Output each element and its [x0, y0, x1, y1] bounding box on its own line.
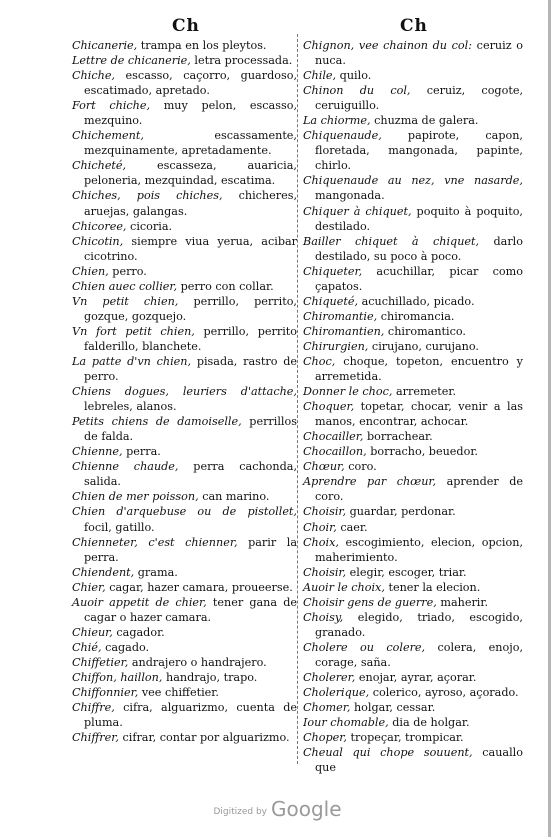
entry-headword: Aprendre par chœur,: [303, 475, 437, 489]
dictionary-entry: [303, 444, 523, 459]
entry-headword: Chien,: [72, 264, 109, 278]
entry-headword: Cholerer,: [303, 670, 356, 684]
entry-definition: escogimiento, elecion, opcion, maherimiento.: [315, 535, 523, 564]
entry-headword: Chiquer à chiquet,: [303, 204, 412, 218]
entry-definition: elegir, escoger, triar.: [346, 565, 467, 579]
entry-definition: cifra, alguarizmo, cuenta de pluma.: [84, 701, 297, 730]
running-head-left: Ch: [172, 16, 200, 36]
google-logo: Google: [271, 797, 342, 821]
entry-headword: La chiorme,: [303, 114, 371, 128]
dictionary-entry: [72, 580, 297, 595]
dictionary-entry: [72, 414, 297, 444]
entry-headword: Chiqueté,: [303, 294, 359, 308]
entry-definition: siempre viua yerua, acibar cicotrino.: [84, 234, 297, 263]
dictionary-entry: [72, 219, 297, 234]
dictionary-entry: [303, 685, 523, 700]
dictionary-entry: [303, 113, 523, 128]
dictionary-entry: [303, 565, 523, 580]
entry-definition: darlo destilado, su poco à poco.: [315, 234, 523, 263]
entry-definition: grama.: [134, 565, 178, 579]
entry-headword: Bailler chiquet à chiquet,: [303, 234, 480, 248]
entry-headword: Chiromantie,: [303, 309, 378, 323]
entry-headword: Chiffon, haillon,: [72, 670, 163, 684]
entry-definition: enojar, ayrar, açorar.: [355, 670, 477, 684]
entry-definition: pisada, rastro de perro.: [84, 354, 298, 384]
entry-headword: Chiens dogues, leuriers d'attache,: [72, 385, 297, 399]
entry-definition: escassamente, mezquinamente, apretadamente.: [84, 129, 297, 158]
digitized-by-text: Digitized by: [213, 807, 268, 817]
entry-definition: chiromantico.: [384, 324, 466, 338]
dictionary-entry: [72, 158, 297, 188]
dictionary-entry: [303, 700, 523, 715]
dictionary-entry: [303, 474, 523, 504]
dictionary-entry: [303, 339, 523, 354]
dictionary-entry: [72, 38, 297, 53]
dictionary-entry: [72, 128, 297, 158]
entry-definition: caer.: [336, 520, 368, 534]
entry-headword: Chicoree,: [72, 219, 127, 233]
entry-headword: Chienne,: [72, 445, 123, 459]
entry-headword: Chinon du col,: [303, 84, 411, 98]
dictionary-entry: [303, 234, 523, 264]
entry-headword: Chieur,: [72, 625, 113, 639]
dictionary-entry: [72, 279, 297, 294]
entry-definition: cifrar, contar por alguarizmo.: [118, 731, 290, 745]
entry-headword: Chiromantien,: [303, 324, 385, 338]
entry-definition: ceruiz o nuca.: [315, 39, 523, 68]
dictionary-entry: [303, 580, 523, 595]
entry-definition: perra cachonda, salida.: [84, 460, 297, 489]
dictionary-entry: [303, 354, 523, 384]
entry-definition: cauallo que: [315, 746, 523, 775]
dictionary-entry: [303, 459, 523, 474]
entry-headword: Cholere ou colere,: [303, 640, 426, 654]
left-column: [72, 38, 297, 745]
entry-headword: Petits chiens de damoiselle,: [72, 415, 242, 429]
dictionary-entry: [72, 188, 297, 218]
entry-headword: Choisir,: [303, 505, 347, 519]
entry-headword: Chiquenaude au nez, vne nasarde,: [303, 174, 523, 188]
dictionary-entry: [303, 670, 523, 685]
entry-headword: Chicheté,: [72, 159, 127, 173]
entry-headword: Chœur,: [303, 460, 345, 474]
dictionary-entry: [303, 294, 523, 309]
entry-definition: perra.: [122, 445, 161, 459]
dictionary-entry: [72, 595, 297, 625]
entry-headword: Chien auec collier,: [72, 279, 178, 293]
entry-headword: Choc,: [303, 354, 336, 368]
entry-headword: Chocaillon,: [303, 445, 367, 459]
dictionary-entry: [72, 504, 297, 534]
entry-headword: Chichement,: [72, 129, 144, 143]
entry-definition: choque, topeton, encuentro y arremetida.: [315, 354, 523, 384]
dictionary-entry: [303, 429, 523, 444]
entry-headword: La patte d'vn chien,: [72, 354, 192, 368]
entry-headword: Chicanerie,: [72, 39, 138, 52]
entry-definition: trampa en los pleytos.: [137, 39, 267, 52]
entry-definition: borracho, beuedor.: [366, 445, 478, 459]
entry-definition: parir la perra.: [84, 535, 297, 564]
entry-definition: escasso, caçorro, guardoso, escatimado, apretado.: [84, 69, 297, 98]
entry-definition: chuzma de galera.: [370, 114, 479, 128]
entry-definition: maherir.: [436, 595, 489, 609]
entry-headword: Chier,: [72, 580, 106, 594]
entry-headword: Choper,: [303, 731, 347, 745]
entry-headword: Chiche,: [72, 69, 115, 83]
entry-headword: Lettre de chicanerie,: [72, 54, 191, 68]
entry-definition: coro.: [344, 460, 377, 474]
entry-definition: handrajo, trapo.: [162, 670, 258, 684]
dictionary-entry: [303, 309, 523, 324]
entry-definition: acuchillar, picar como çapatos.: [315, 264, 523, 293]
entry-headword: Vn fort petit chien,: [72, 324, 195, 338]
dictionary-entry: [72, 685, 297, 700]
entry-definition: guardar, perdonar.: [346, 505, 456, 519]
dictionary-entry: [303, 204, 523, 234]
entry-definition: muy pelon, escasso, mezquino.: [84, 99, 298, 128]
dictionary-entry: [303, 595, 523, 610]
entry-headword: Chiendent,: [72, 565, 135, 579]
entry-headword: Chomer,: [303, 701, 351, 715]
dictionary-entry: [72, 640, 297, 655]
dictionary-entry: [72, 535, 297, 565]
entry-headword: Chien de mer poisson,: [72, 490, 199, 504]
dictionary-entry: [72, 459, 297, 489]
entry-definition: holgar, cessar.: [350, 701, 436, 715]
entry-headword: Chile,: [303, 69, 337, 83]
dictionary-entry: [72, 324, 297, 354]
dictionary-entry: [303, 730, 523, 745]
entry-definition: papirote, capon, floretada, mangonada, papinte, chirlo.: [315, 129, 523, 173]
entry-definition: cagar, hazer camara, proueerse.: [105, 580, 293, 594]
entry-headword: Chiches, pois chiches,: [72, 189, 223, 203]
entry-definition: elegido, triado, escogido, granado.: [315, 610, 523, 639]
entry-definition: tener la elecion.: [384, 580, 481, 594]
dictionary-entry: [303, 715, 523, 730]
entry-definition: mangonada.: [315, 189, 385, 203]
entry-headword: Chirurgien,: [303, 339, 369, 353]
entry-definition: aprender de coro.: [315, 475, 523, 504]
digitization-footer: [0, 797, 555, 821]
dictionary-entry: [72, 730, 297, 745]
entry-headword: Choisir,: [303, 565, 347, 579]
entry-headword: Vn petit chien,: [72, 294, 179, 308]
entry-definition: cirujano, curujano.: [368, 339, 479, 353]
entry-definition: quilo.: [336, 69, 372, 83]
dictionary-entry: [72, 384, 297, 414]
entry-definition: perro con collar.: [177, 279, 274, 293]
dictionary-entry: [72, 565, 297, 580]
entry-headword: Choquer,: [303, 400, 355, 414]
entry-headword: Fort chiche,: [72, 99, 151, 113]
dictionary-entry: [72, 234, 297, 264]
entry-definition: vee chiffetier.: [138, 686, 219, 700]
dictionary-entry: [72, 700, 297, 730]
dictionary-entry: [72, 264, 297, 279]
dictionary-entry: [303, 535, 523, 565]
entry-definition: poquito à poquito, destilado.: [315, 204, 523, 233]
dictionary-entry: [303, 128, 523, 173]
dictionary-entry: [303, 324, 523, 339]
entry-headword: Chiffre,: [72, 701, 115, 715]
right-column: [303, 38, 523, 775]
dictionary-entry: [303, 504, 523, 519]
dictionary-entry: [72, 53, 297, 68]
entry-headword: Choisir gens de guerre,: [303, 595, 437, 609]
entry-definition: chicheres, aruejas, galangas.: [84, 189, 298, 218]
dictionary-entry: [303, 38, 523, 68]
entry-headword: Chicotin,: [72, 234, 124, 248]
entry-definition: topetar, chocar, venir a las manos, encontrar, achocar.: [315, 400, 523, 429]
entry-headword: Choir,: [303, 520, 337, 534]
page-edge: [548, 0, 551, 837]
dictionary-entry: [303, 68, 523, 83]
entry-headword: Auoir appetit de chier,: [72, 595, 207, 609]
dictionary-entry: [303, 399, 523, 429]
entry-definition: dia de holgar.: [388, 716, 470, 730]
entry-definition: letra processada.: [190, 54, 293, 68]
entry-headword: Donner le choc,: [303, 385, 393, 399]
entry-headword: Chignon, vee chainon du col:: [303, 39, 473, 52]
entry-definition: lebreles, alanos.: [84, 400, 177, 414]
entry-definition: tener gana de cagar o hazer camara.: [84, 595, 297, 624]
dictionary-entry: [72, 294, 297, 324]
entry-headword: Chiqueter,: [303, 264, 363, 278]
entry-definition: escasseza, auaricia, peloneria, mezquindad, escatima.: [84, 159, 297, 188]
entry-definition: arremeter.: [392, 385, 456, 399]
entry-headword: Chié,: [72, 640, 102, 654]
dictionary-entry: [303, 610, 523, 640]
entry-definition: colera, enojo, corage, saña.: [315, 640, 523, 669]
dictionary-entry: [72, 625, 297, 640]
entry-headword: Cholerique,: [303, 686, 370, 700]
entry-headword: Chiffonnier,: [72, 686, 139, 700]
running-head-right: Ch: [400, 16, 428, 36]
entry-headword: Chocailler,: [303, 430, 364, 444]
dictionary-entry: [72, 444, 297, 459]
dictionary-entry: [72, 98, 297, 128]
dictionary-entry: [72, 670, 297, 685]
entry-definition: cagado.: [101, 640, 150, 654]
dictionary-entry: [303, 264, 523, 294]
dictionary-entry: [72, 68, 297, 98]
dictionary-entry: [303, 384, 523, 399]
entry-definition: andrajero o handrajero.: [128, 655, 267, 669]
entry-definition: perrillo, perrito falderillo, blanchete.: [84, 324, 297, 353]
entry-headword: Chienne chaude,: [72, 460, 179, 474]
entry-headword: Chienneter, c'est chienner,: [72, 535, 238, 549]
entry-headword: Cheual qui chope souuent,: [303, 746, 473, 760]
entry-headword: Choisy,: [303, 610, 344, 624]
entry-headword: Iour chomable,: [303, 716, 389, 730]
entry-definition: perro.: [108, 264, 147, 278]
column-divider: [297, 34, 298, 764]
entry-headword: Auoir le choix,: [303, 580, 385, 594]
entry-definition: cicoria.: [126, 219, 173, 233]
entry-headword: Chien d'arquebuse ou de pistollet,: [72, 505, 297, 519]
dictionary-entry: [72, 655, 297, 670]
dictionary-entry: [303, 640, 523, 670]
entry-definition: colerico, ayroso, açorado.: [369, 686, 519, 700]
entry-definition: acuchillado, picado.: [358, 294, 475, 308]
entry-definition: tropeçar, trompicar.: [346, 731, 464, 745]
entry-headword: Choix,: [303, 535, 339, 549]
entry-definition: focil, gatillo.: [84, 520, 155, 534]
entry-definition: ceruiz, cogote, ceruiguillo.: [315, 84, 524, 113]
entry-headword: Chiquenaude,: [303, 129, 382, 143]
entry-definition: borrachear.: [363, 430, 433, 444]
dictionary-entry: [303, 173, 523, 203]
entry-definition: perrillos de falda.: [84, 415, 297, 444]
entry-headword: Chiffrer,: [72, 731, 119, 745]
entry-definition: cagador.: [112, 625, 165, 639]
entry-definition: chiromancia.: [377, 309, 455, 323]
entry-definition: can marino.: [198, 490, 270, 504]
entry-definition: perrillo, perrito, gozque, gozquejo.: [84, 294, 297, 323]
dictionary-entry: [72, 489, 297, 504]
entry-headword: Chiffetier,: [72, 655, 129, 669]
dictionary-entry: [303, 745, 523, 775]
dictionary-entry: [303, 83, 523, 113]
dictionary-entry: [303, 520, 523, 535]
dictionary-entry: [72, 354, 297, 384]
